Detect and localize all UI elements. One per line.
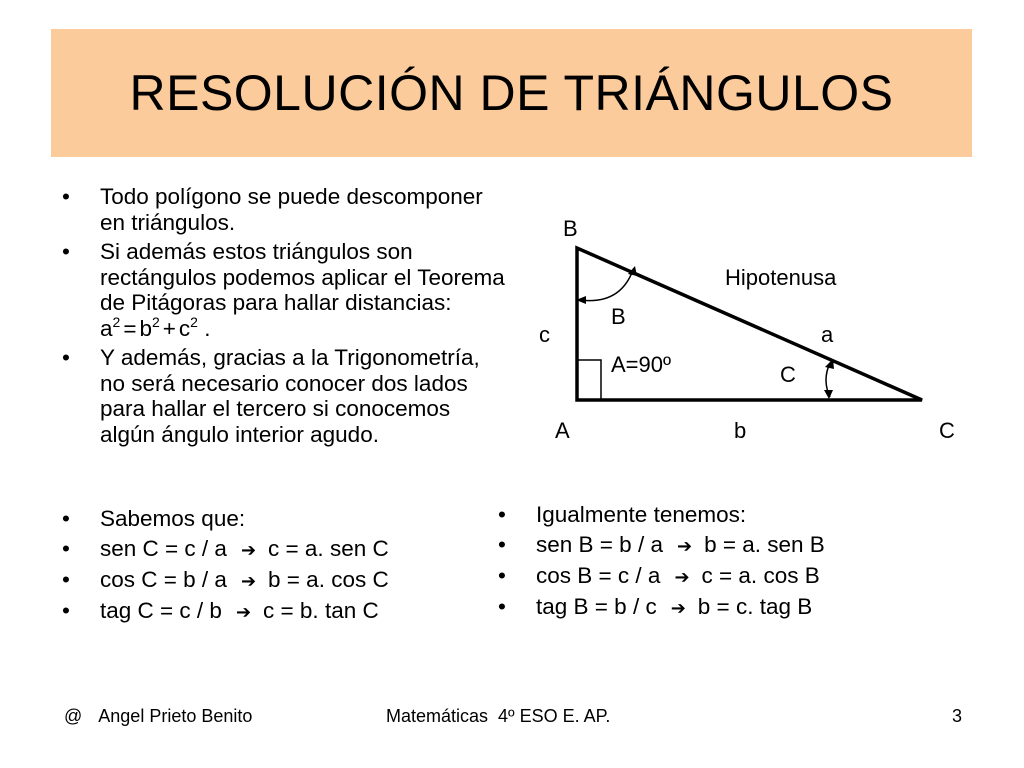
sabemos-heading: • Sabemos que: — [60, 504, 500, 534]
angle-b-label: B — [611, 304, 626, 329]
title-box — [51, 29, 972, 157]
vertex-b-label: B — [563, 216, 578, 241]
side-b-label: b — [734, 418, 747, 443]
right-angle-marker — [577, 360, 601, 400]
right-triangle-diagram — [520, 200, 980, 450]
vertex-a-label: A — [555, 418, 570, 443]
footer-author: @ Angel Prieto Benito — [64, 706, 253, 726]
igualmente-list — [496, 500, 916, 623]
igualmente-heading: • Igualmente tenemos: — [496, 500, 916, 530]
igualmente-row: • sen B = b / a ➔ b = a. sen B — [496, 530, 916, 561]
arrow-icon: ➔ — [240, 540, 257, 560]
sabemos-list — [60, 504, 500, 627]
angle-a-label: A=90º — [611, 352, 672, 377]
at-symbol: @ — [64, 706, 83, 726]
sabemos-row: • sen C = c / a ➔ c = a. sen C — [60, 534, 500, 565]
side-a-label: a — [821, 322, 834, 347]
intro-bullet-list — [60, 184, 510, 451]
bullet-pythagoras-text: Si además estos triángulos son rectángulos podemos aplicar el Teorema de Pitágoras para hallar distancias: — [100, 239, 505, 315]
arrow-icon: ➔ — [235, 602, 252, 622]
bullet-trigonometry-text: Y además, gracias a la Trigonometría, no será necesario conocer dos lados para hallar el tercero si conocemos algún ángulo interior agudo. — [100, 345, 480, 447]
sabemos-row: • tag C = c / b ➔ c = b. tan C — [60, 596, 500, 627]
hypotenuse-label: Hipotenusa — [725, 265, 837, 290]
angle-b-arc — [580, 270, 633, 301]
bullet-polygons-text: Todo polígono se puede descomponer en triángulos. — [100, 184, 483, 235]
igualmente-row: • tag B = b / c ➔ b = c. tag B — [496, 592, 916, 623]
angle-c-arrowhead-bottom — [824, 390, 833, 399]
side-c-label: c — [539, 322, 550, 347]
arrow-icon: ➔ — [676, 536, 693, 556]
pythagoras-formula: $a^2 = b^2 + c^2$ . — [100, 313, 211, 341]
footer-page-number: 3 — [952, 706, 963, 726]
angle-c-label: C — [780, 362, 796, 387]
bullet-pythagoras — [60, 239, 510, 341]
vertex-c-label: C — [939, 418, 955, 443]
bullet-trigonometry — [60, 345, 510, 447]
arrow-icon: ➔ — [240, 571, 257, 591]
sabemos-row: • cos C = b / a ➔ b = a. cos C — [60, 565, 500, 596]
footer-course: Matemáticas 4º ESO E. AP. — [386, 706, 611, 726]
bullet-polygons — [60, 184, 510, 235]
arrow-icon: ➔ — [670, 598, 686, 618]
arrow-icon: ➔ — [674, 567, 690, 587]
slide-title: RESOLUCIÓN DE TRIÁNGULOS — [129, 65, 894, 121]
igualmente-row: • cos B = c / a ➔ c = a. cos B — [496, 561, 916, 592]
